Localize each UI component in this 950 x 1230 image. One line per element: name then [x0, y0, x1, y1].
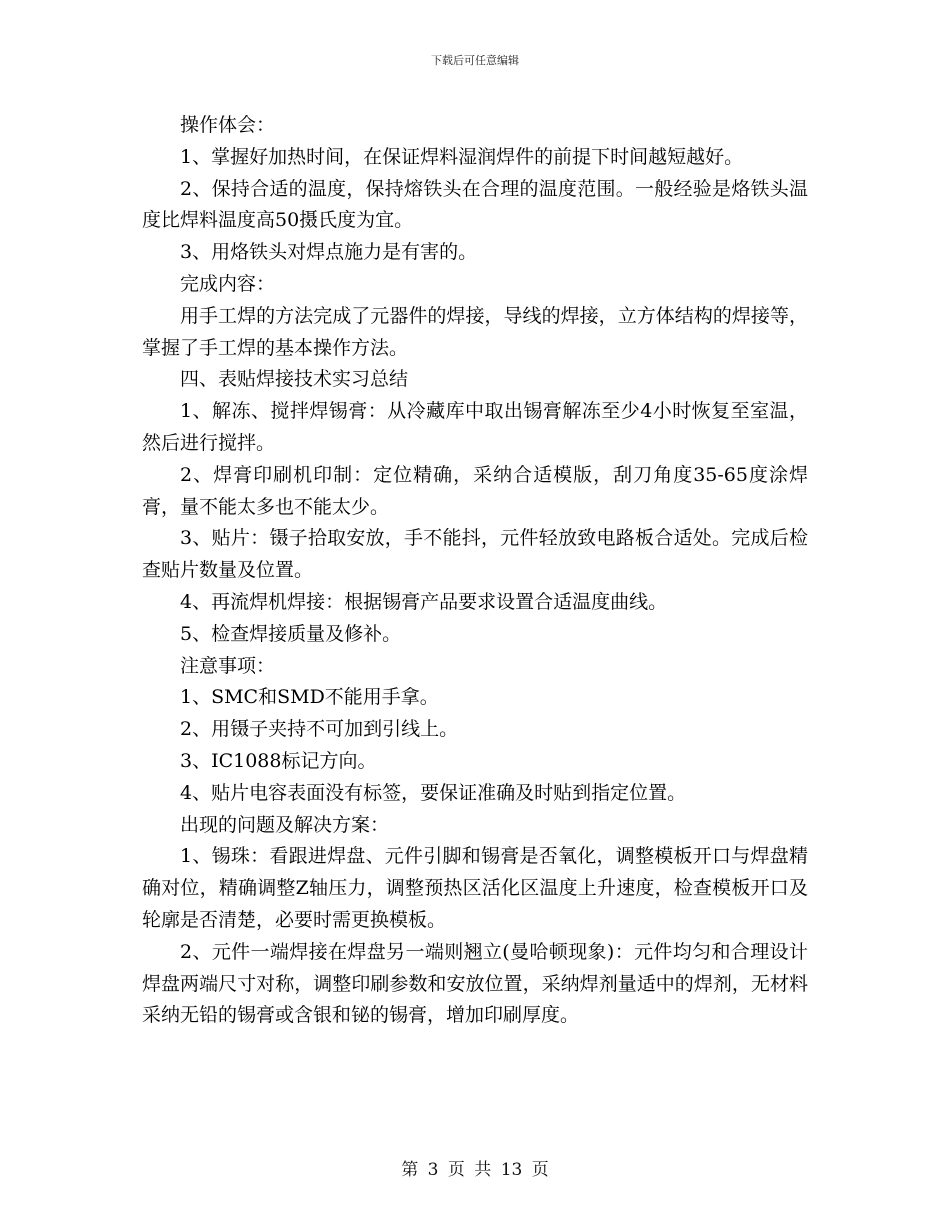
paragraph: 2、焊膏印刷机印制：定位精确，采纳合适模版，刮刀角度35-65度涂焊膏，量不能太多也不能太少。 — [142, 463, 808, 518]
paragraph: 3、贴片：镊子拾取安放，手不能抖，元件轻放致电路板合适处。完成后检查贴片数量及位置。 — [142, 527, 808, 582]
paragraph: 用手工焊的方法完成了元器件的焊接，导线的焊接，立方体结构的焊接等，掌握了手工焊的基本操作方法。 — [142, 304, 808, 359]
document-body — [142, 110, 808, 1032]
paragraph: 3、用烙铁头对焊点施力是有害的。 — [180, 241, 478, 264]
page-header: 下载后可任意编辑 — [431, 54, 519, 67]
paragraph: 1、掌握好加热时间，在保证焊料湿润焊件的前提下时间越短越好。 — [180, 145, 744, 168]
paragraph: 完成内容： — [180, 272, 276, 295]
page-footer: 第 3 页 共 13 页 — [401, 1160, 549, 1180]
paragraph: 2、用镊子夹持不可加到引线上。 — [180, 718, 459, 741]
paragraph: 操作体会： — [180, 114, 276, 136]
paragraph: 1、锡珠：看跟进焊盘、元件引脚和锡膏是否氧化，调整模板开口与焊盘精确对位，精确调整Z轴压力，调整预热区活化区温度上升速度，检查模板开口及轮廓是否清楚，必要时需更换模板。 — [142, 845, 808, 931]
paragraph: 1、SMC和SMD不能用手拿。 — [180, 686, 439, 709]
paragraph: 出现的问题及解决方案： — [180, 813, 390, 836]
paragraph: 2、保持合适的温度，保持熔铁头在合理的温度范围。一般经验是烙铁头温度比焊料温度高50摄氏度为宜。 — [142, 177, 808, 232]
paragraph: 1、解冻、搅拌焊锡膏：从冷藏库中取出锡膏解冻至少4小时恢复至室温，然后进行搅拌。 — [142, 400, 808, 454]
paragraph: 3、IC1088标记方向。 — [180, 749, 377, 772]
paragraph: 四、表贴焊接技术实习总结 — [180, 368, 409, 391]
paragraph: 注意事项： — [180, 654, 276, 677]
paragraph: 5、检查焊接质量及修补。 — [180, 622, 402, 645]
paragraph: 2、元件一端焊接在焊盘另一端则翘立(曼哈顿现象)：元件均匀和合理设计焊盘两端尺寸对称，调整印刷参数和安放位置，采纳焊剂量适中的焊剂，无材料采纳无铅的锡膏或含银和铋的锡膏，增加印刷厚度。 — [142, 940, 808, 1027]
paragraph: 4、贴片电容表面没有标签，要保证准确及时贴到指定位置。 — [180, 781, 687, 804]
paragraph: 4、再流焊机焊接：根据锡膏产品要求设置合适温度曲线。 — [180, 590, 668, 613]
